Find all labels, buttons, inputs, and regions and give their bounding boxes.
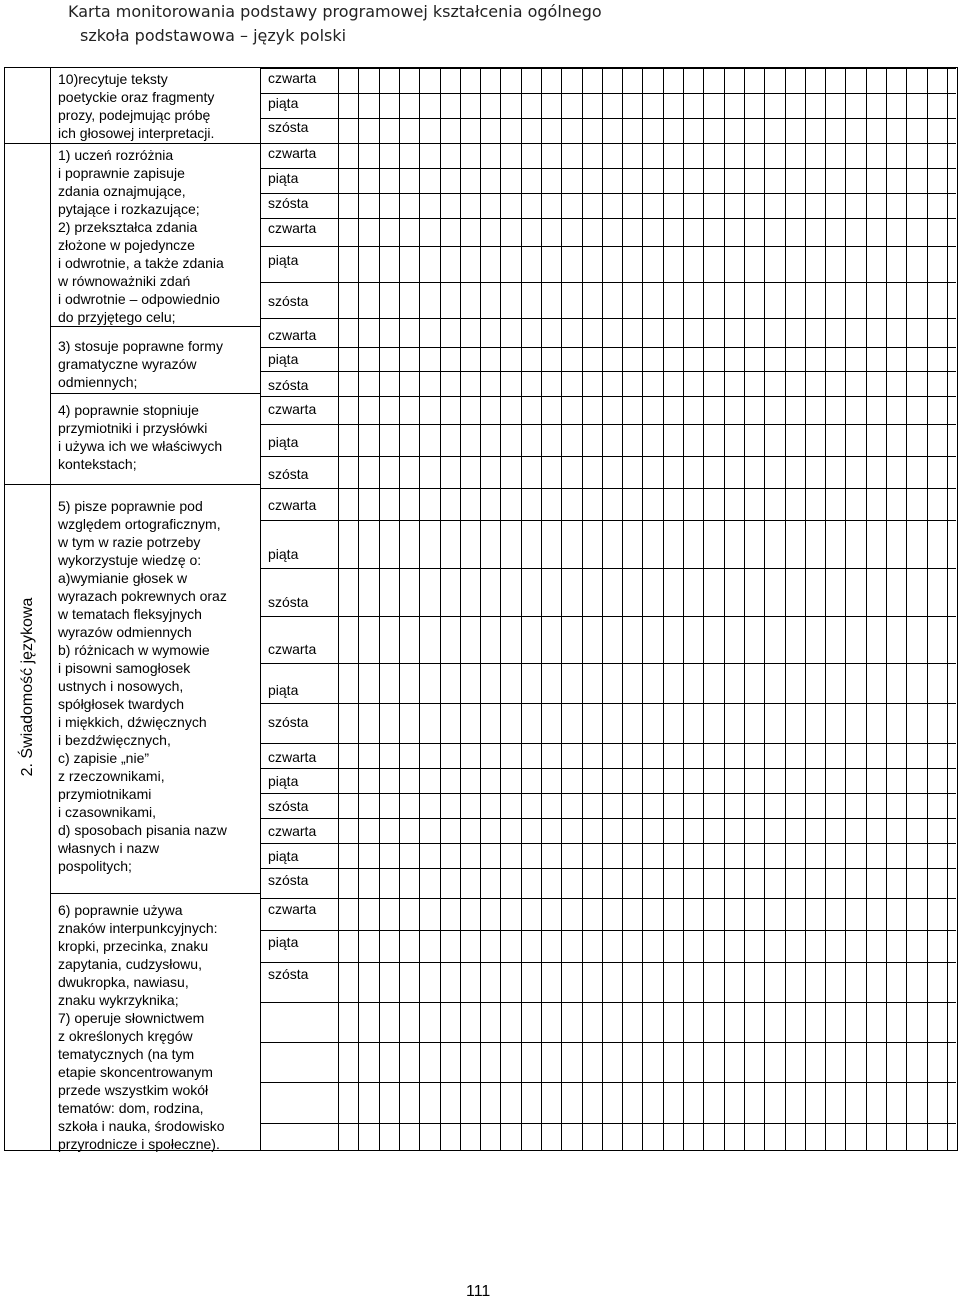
task-description: 6) poprawnie używa znaków interpunkcyjnych: kropki, przecinka, znaku zapytania, cudzysłowu, dwukropka, nawiasu, znaku wykrzyknika; 7) operuje słownictwem z określonych kręgów tematycznych (na tym etapie skoncentrowanym przede wszystkim wokół tematów: dom, rodzina, szkoła i nauka, środowisko przyrodnicze i społeczne). (58, 902, 225, 1152)
task-separator (50, 143, 260, 144)
grid-row-line (260, 218, 956, 219)
level-label: czwarta (268, 823, 317, 839)
grid-row-line (260, 396, 956, 397)
grid-row-line (260, 488, 956, 489)
task-description: 1) uczeń rozróżnia i poprawnie zapisuje zdania oznajmujące, pytające i rozkazujące; 2) przekształca zdania złożone w pojedyncze i odwrotnie, a także zdania w równoważniki zdań i odwrotnie – odpowiednio do przyjętego celu; (58, 147, 224, 325)
grid-column-line (663, 67, 664, 1151)
level-label: piąta (268, 434, 299, 450)
grid-column-line (642, 67, 643, 1151)
grid-row-line (260, 703, 956, 704)
level-label: piąta (268, 934, 299, 950)
section-label: 2. Świadomość językowa (19, 597, 36, 777)
grid-row-line (260, 68, 956, 69)
grid-column-line (744, 67, 745, 1151)
grid-column-line (866, 67, 867, 1151)
side-separator (4, 484, 50, 485)
grid-row-line (260, 520, 956, 521)
grid-column-line (764, 67, 765, 1151)
grid-row-line (260, 843, 956, 844)
level-label: piąta (268, 252, 299, 268)
grid-column-line (500, 67, 501, 1151)
task-description: 10)recytuje teksty poetyckie oraz fragmenty prozy, podejmując próbę ich głosowej interpretacji. (58, 71, 215, 141)
grid-column-line (399, 67, 400, 1151)
level-label: szósta (268, 872, 309, 888)
grid-row-line (260, 1042, 956, 1043)
section-label-cell (8, 537, 48, 837)
level-label: piąta (268, 682, 299, 698)
grid-column-line (582, 67, 583, 1151)
grid-row-line (260, 456, 956, 457)
grid-row-line (260, 962, 956, 963)
grid-row-line (260, 1002, 956, 1003)
grid-row-line (260, 793, 956, 794)
level-label: czwarta (268, 220, 317, 236)
level-label: czwarta (268, 901, 317, 917)
grid-column-line (260, 67, 261, 1151)
grid-row-line (260, 93, 956, 94)
grid-column-line (845, 67, 846, 1151)
grid-column-line (805, 67, 806, 1151)
level-label: czwarta (268, 749, 317, 765)
grid-column-line (358, 67, 359, 1151)
grid-row-line (260, 168, 956, 169)
grid-row-line (260, 898, 956, 899)
level-label: piąta (268, 773, 299, 789)
side-separator (4, 143, 50, 144)
grid-column-line (886, 67, 887, 1151)
task-separator (50, 893, 260, 894)
task-separator (50, 326, 260, 327)
level-label: czwarta (268, 401, 317, 417)
grid-row-line (260, 193, 956, 194)
grid-row-line (260, 663, 956, 664)
task-separator (50, 393, 260, 394)
header-title: Karta monitorowania podstawy programowej kształcenia ogólnego (68, 2, 602, 21)
grid-row-line (260, 318, 956, 319)
grid-row-line (260, 818, 956, 819)
level-label: piąta (268, 95, 299, 111)
level-label: szósta (268, 466, 309, 482)
grid-column-line (947, 67, 948, 1151)
grid-column-line (521, 67, 522, 1151)
task-description: 5) pisze poprawnie pod względem ortograficznym, w tym w razie potrzeby wykorzystuje wiedzę o: a)wymianie głosek w wyrazach pokrewnych oraz w tematach fleksyjnych wyrazów odmiennych b) różnicach w wymowie i pisowni samogłosek ustnych i nosowych, spółgłosek twardych i miękkich, dźwięcznych i bezdźwięcznych, c) zapisie „nie” z rzeczownikami, przymiotnikami i czasownikami, d) sposobach pisania nazw własnych i nazw pospolitych; (58, 498, 227, 874)
level-label: piąta (268, 848, 299, 864)
level-label: czwarta (268, 70, 317, 86)
grid-row-line (260, 424, 956, 425)
task-description: 3) stosuje poprawne formy gramatyczne wyrazów odmiennych; (58, 338, 223, 390)
grid-column-line (480, 67, 481, 1151)
header-subtitle: szkoła podstawowa – język polski (80, 26, 347, 45)
level-label: szósta (268, 119, 309, 135)
level-label: szósta (268, 594, 309, 610)
task-description: 4) poprawnie stopniuje przymiotniki i przysłówki i używa ich we właściwych kontekstach; (58, 402, 223, 472)
grid-column-line (825, 67, 826, 1151)
grid-column-line (541, 67, 542, 1151)
grid-row-line (260, 768, 956, 769)
grid-row-line (260, 118, 956, 119)
grid-row-line (260, 1123, 956, 1124)
grid-row-line (260, 1150, 956, 1151)
level-label: szósta (268, 377, 309, 393)
grid-row-line (260, 143, 956, 144)
level-label: szósta (268, 714, 309, 730)
grid-column-line (419, 67, 420, 1151)
grid-row-line (260, 568, 956, 569)
level-label: czwarta (268, 145, 317, 161)
grid-row-line (260, 371, 956, 372)
grid-column-line (622, 67, 623, 1151)
grid-column-line (906, 67, 907, 1151)
level-label: piąta (268, 351, 299, 367)
grid-row-line (260, 246, 956, 247)
grid-column-line (379, 67, 380, 1151)
task-separator (50, 484, 260, 485)
level-label: szósta (268, 798, 309, 814)
level-label: szósta (268, 195, 309, 211)
level-label: piąta (268, 170, 299, 186)
grid-column-line (561, 67, 562, 1151)
grid-column-line (683, 67, 684, 1151)
grid-column-line (440, 67, 441, 1151)
grid-row-line (260, 930, 956, 931)
level-label: czwarta (268, 327, 317, 343)
level-label: piąta (268, 546, 299, 562)
level-label: czwarta (268, 641, 317, 657)
level-label: szósta (268, 966, 309, 982)
grid-column-line (927, 67, 928, 1151)
grid-column-line (602, 67, 603, 1151)
grid-column-line (50, 67, 51, 1151)
level-label: czwarta (268, 497, 317, 513)
grid-row-line (260, 616, 956, 617)
grid-column-line (338, 67, 339, 1151)
page-number: 111 (466, 1283, 491, 1300)
grid-row-line (260, 743, 956, 744)
grid-row-line (260, 1082, 956, 1083)
grid-row-line (260, 282, 956, 283)
grid-row-line (260, 868, 956, 869)
level-label: szósta (268, 293, 309, 309)
grid-column-line (460, 67, 461, 1151)
grid-column-line (703, 67, 704, 1151)
grid-column-line (785, 67, 786, 1151)
grid-row-line (260, 347, 956, 348)
grid-column-line (724, 67, 725, 1151)
